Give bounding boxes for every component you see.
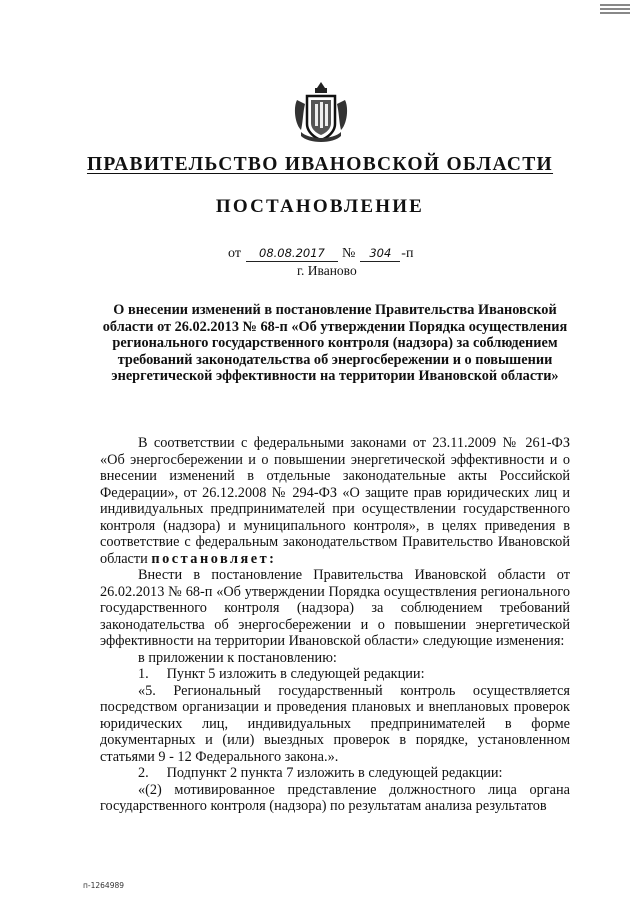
item-2-heading: 2. Подпункт 2 пункта 7 изложить в следующей редакции: xyxy=(138,765,503,781)
document-type-heading: ПОСТАНОВЛЕНИЕ xyxy=(215,196,425,217)
amendment-intro-paragraph: Внести в постановление Правительства Ивановской области от 26.02.2013 № 68-п «Об утверждении Порядка осуществления регионального государственного контроля (надзора) за соблюдением требований законодательства об энергосбережении и о повышении энергетической эффективности на территории Ивановской области» следующие изменения: xyxy=(100,567,570,649)
resolves-word: постановляет: xyxy=(151,550,277,567)
government-title: ПРАВИТЕЛЬСТВО ИВАНОВСКОЙ ОБЛАСТИ xyxy=(86,154,554,175)
document-subject: О внесении изменений в постановление Правительства Ивановской области от 26.02.2013 № 68-п «Об утверждении Порядка осуществления регионального государственного контроля (надзора) за соблюдением требований законодательства об энергосбережении и о повышении энергетической эффективности на территории Ивановской области» xyxy=(102,302,568,384)
city-name: г. Иваново xyxy=(297,263,357,278)
date-from-label: от xyxy=(228,246,241,261)
preamble-paragraph xyxy=(100,435,570,567)
date-value: 08.08.2017 xyxy=(246,246,338,262)
coat-of-arms-emblem xyxy=(291,78,351,146)
date-number-line xyxy=(228,245,413,263)
number-suffix: -п xyxy=(401,246,414,261)
corner-scan-mark xyxy=(600,4,630,16)
document-number-value: 304 xyxy=(360,246,400,262)
item-1-heading: 1. Пункт 5 изложить в следующей редакции: xyxy=(138,666,425,682)
number-label: № xyxy=(341,246,356,261)
footer-document-code: п-1264989 xyxy=(83,881,125,890)
item-2-text: «(2) мотивированное представление должностного лица органа государственного контроля (надзора) по результатам анализа результатов xyxy=(100,781,570,814)
preamble-text: В соответствии с федеральными законами от 23.11.2009 № 261-ФЗ «Об энергосбережении и о повышении энергетической эффективности и о внесении изменений в отдельные законодательные акты Российской Федерации», от 26.12.2008 № 294-ФЗ «О защите прав юридических лиц и индивидуальных предпринимателей при осуществлении государственного контроля (надзора) и муниципального контроля», в целях приведения в соответствие с федеральным законодательством Правительство Ивановской области xyxy=(100,435,570,567)
item-1-text: «5. Региональный государственный контроль осуществляется посредством организации и проведения плановых и внеплановых проверок юридических лиц, индивидуальных предпринимателей в форме документарных и (или) выездных проверок в порядке, установленном статьями 9 - 12 Федерального закона.». xyxy=(100,682,570,765)
appendix-line: в приложении к постановлению: xyxy=(138,649,337,666)
document-body xyxy=(100,435,570,815)
